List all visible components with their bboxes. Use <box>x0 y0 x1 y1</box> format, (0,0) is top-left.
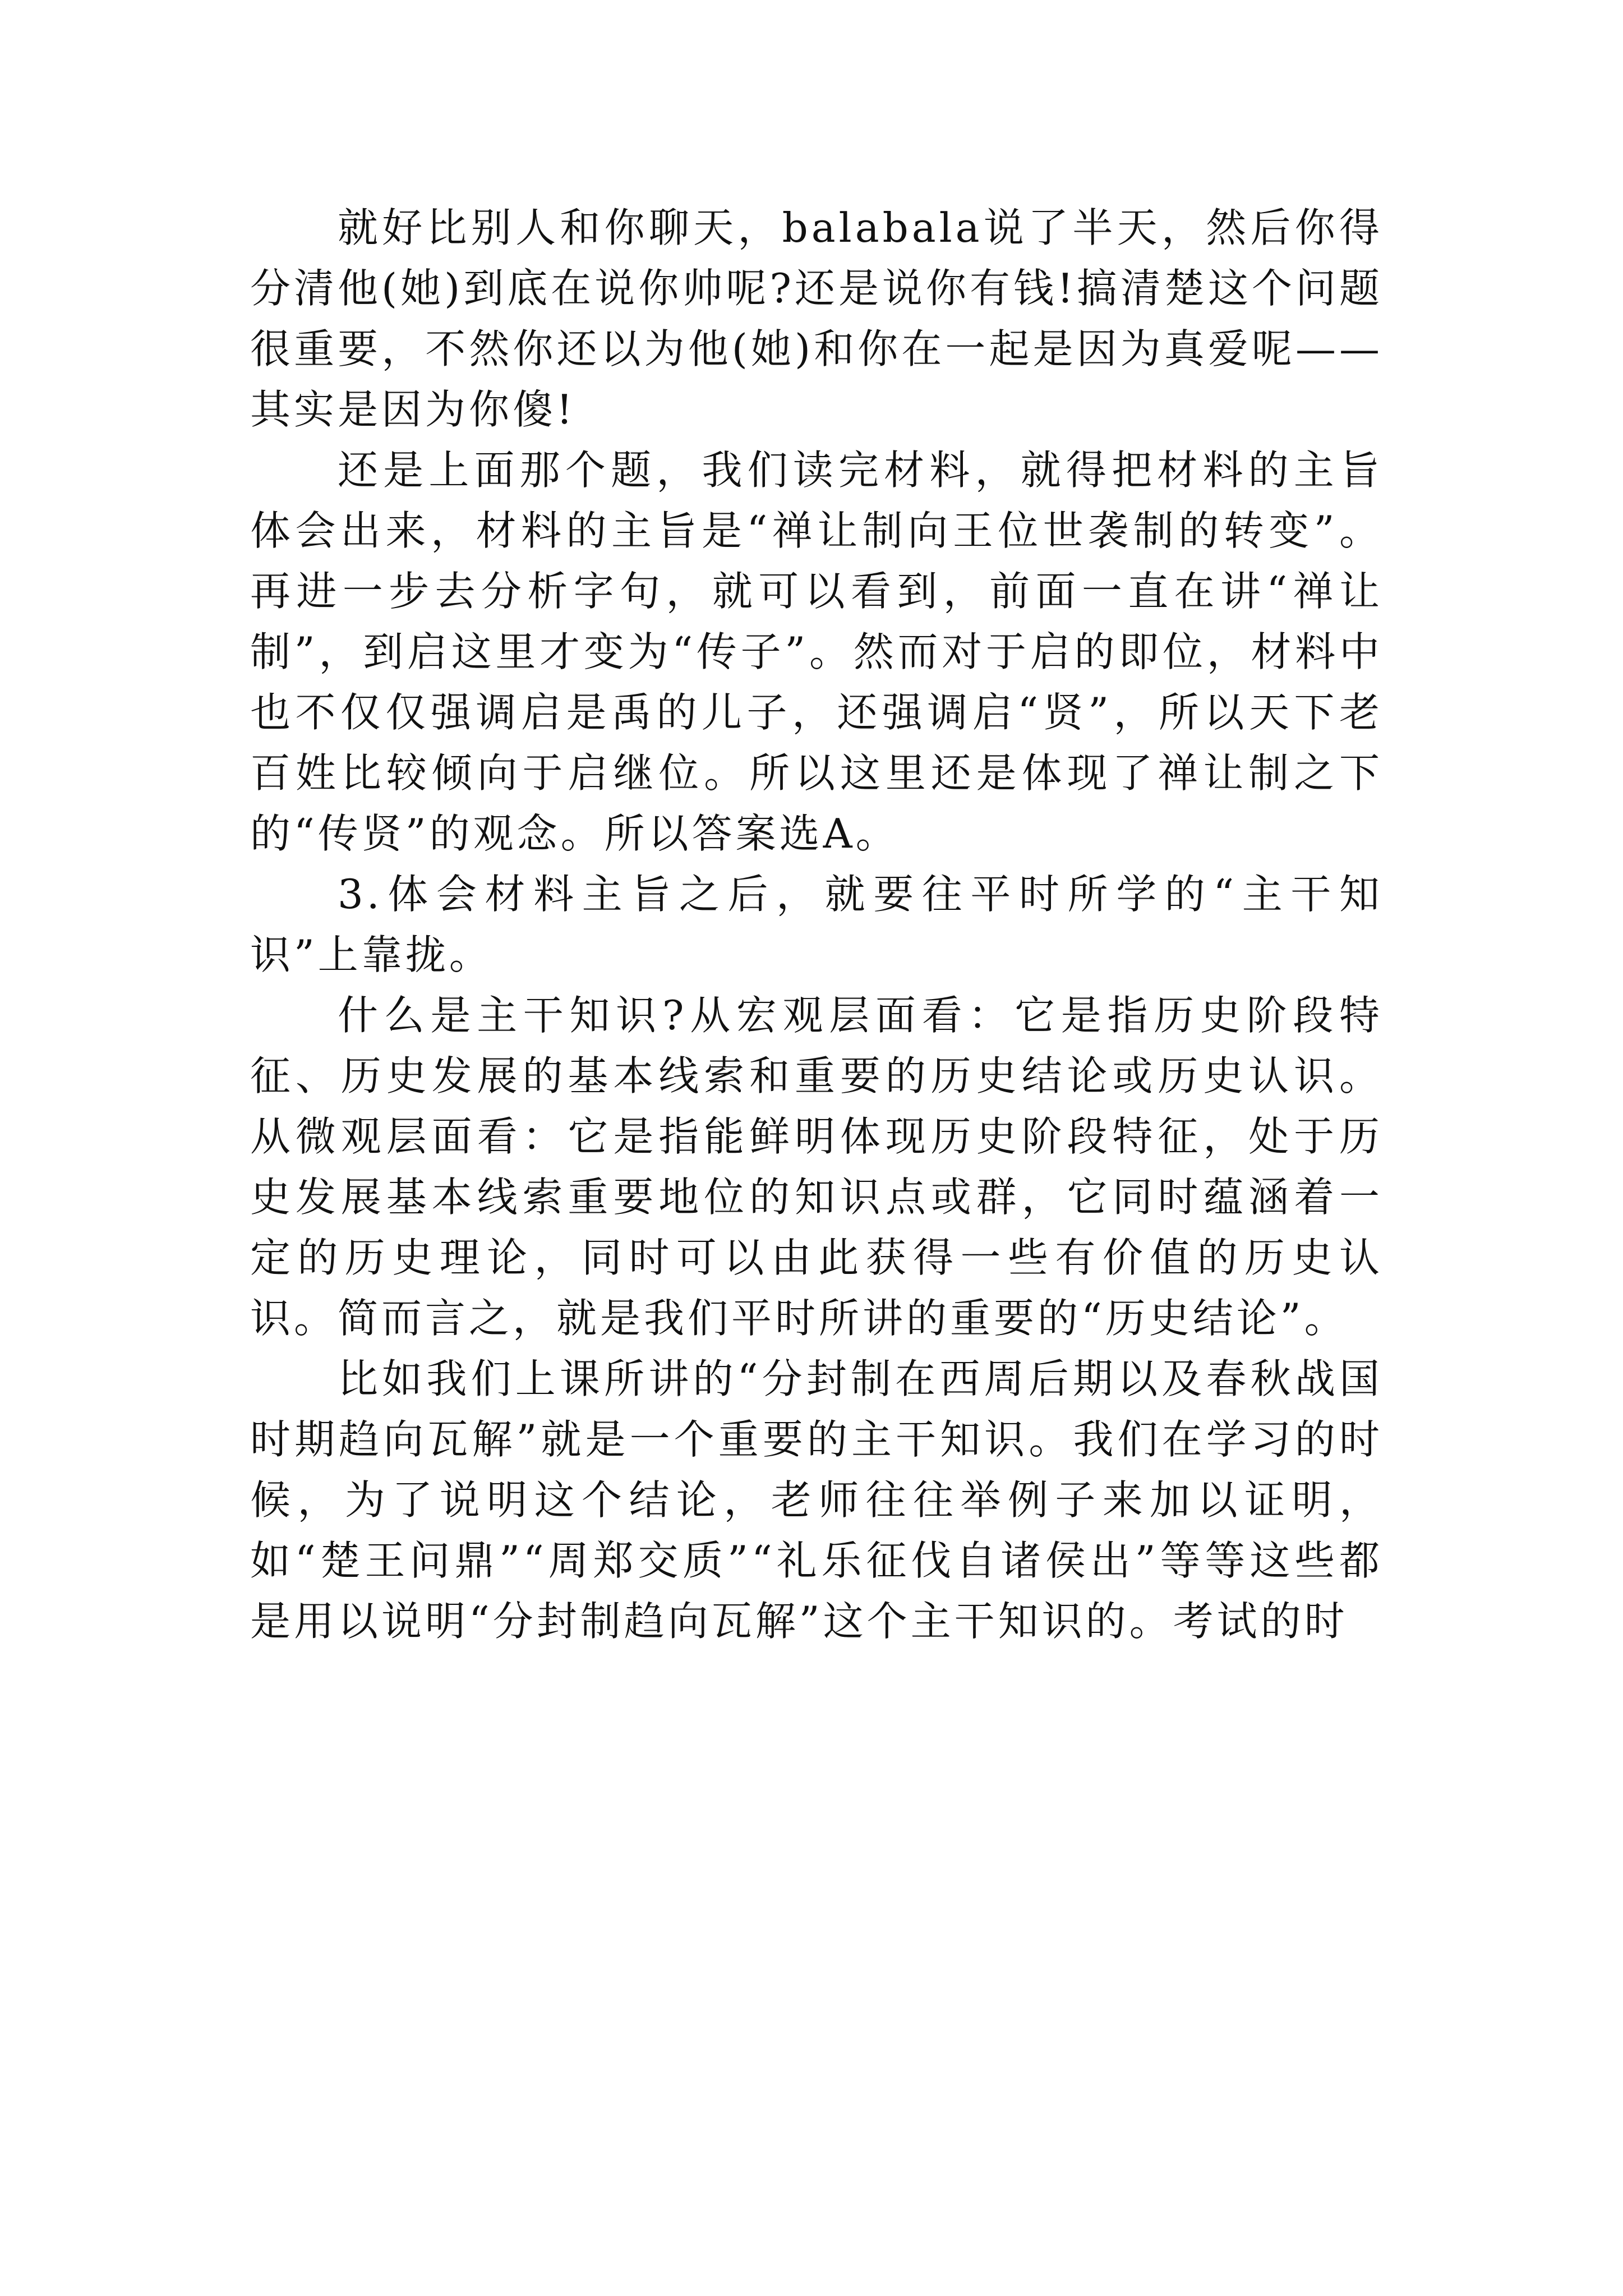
paragraph-question-analysis: 还是上面那个题，我们读完材料，就得把材料的主旨体会出来，材料的主旨是“禅让制向王位世袭制的转变”。再进一步去分析字句，就可以看到，前面一直在讲“禅让制”，到启这里才变为“传子”。然而对于启的即位，材料中也不仅仅强调启是禹的儿子，还强调启“贤”，所以天下老百姓比较倾向于启继位。所以这里还是体现了禅让制之下的“传贤”的观念。所以答案选A。 <box>250 447 1383 857</box>
paragraph-chat-analogy: 就好比别人和你聊天，balabala说了半天，然后你得分清他(她)到底在说你帅呢?还是说你有钱!搞清楚这个问题很重要，不然你还以为他(她)和你在一起是因为真爱呢——其实是因为你傻! <box>250 204 1383 433</box>
paragraph-main-knowledge-step: 3.体会材料主旨之后，就要往平时所学的“主干知识”上靠拢。 <box>250 871 1383 978</box>
paragraph-fengjian-example: 比如我们上课所讲的“分封制在西周后期以及春秋战国时期趋向瓦解”就是一个重要的主干知识。我们在学习的时候，为了说明这个结论，老师往往举例子来加以证明，如“楚王问鼎”“周郑交质”“礼乐征伐自诸侯出”等等这些都是用以说明“分封制趋向瓦解”这个主干知识的。考试的时 <box>250 1355 1383 1645</box>
paragraph-main-knowledge-definition: 什么是主干知识?从宏观层面看：它是指历史阶段特征、历史发展的基本线索和重要的历史结论或历史认识。从微观层面看：它是指能鲜明体现历史阶段特征，处于历史发展基本线索重要地位的知识点或群，它同时蕴涵着一定的历史理论，同时可以由此获得一些有价值的历史认识。简而言之，就是我们平时所讲的重要的“历史结论”。 <box>250 992 1383 1342</box>
document-body <box>250 197 1383 1651</box>
